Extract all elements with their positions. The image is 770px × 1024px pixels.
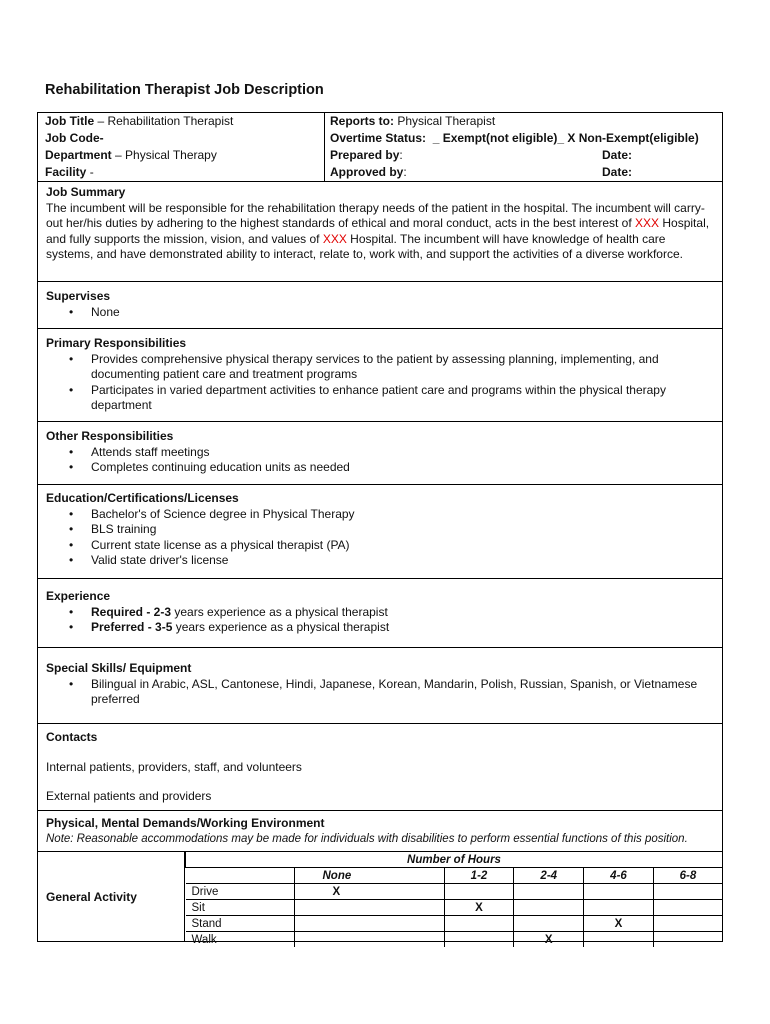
contacts-internal: Internal patients, providers, staff, and volunteers xyxy=(46,759,302,774)
prepared-by-label: Prepared by xyxy=(330,148,400,162)
list-item: • Preferred - 3-5 years experience as a physical therapist xyxy=(91,620,714,636)
job-title-label: Job Title xyxy=(45,114,95,128)
col-6-8: 6-8 xyxy=(653,868,722,884)
reports-to-value: Physical Therapist xyxy=(394,114,496,128)
other-heading: Other Responsibilities xyxy=(46,429,174,443)
job-code-label: Job Code xyxy=(45,131,100,145)
page-title: Rehabilitation Therapist Job Description xyxy=(45,82,324,98)
experience-section xyxy=(37,579,723,648)
other-responsibilities-section xyxy=(37,422,723,485)
table-row: Stand X xyxy=(186,916,723,932)
contacts-section xyxy=(37,724,723,811)
col-1-2: 1-2 xyxy=(444,868,514,884)
hours-table xyxy=(185,852,722,947)
list-item: • Bilingual in Arabic, ASL, Cantonese, Hindi, Japanese, Korean, Mandarin, Polish, Russian, Spanish, or Vietnamese preferred xyxy=(91,677,714,708)
approved-by-label: Approved by xyxy=(330,165,404,179)
activity-table xyxy=(37,852,723,946)
table-row: Walk X xyxy=(186,932,723,948)
supervises-section xyxy=(37,282,723,329)
facility-label: Facility xyxy=(45,165,87,179)
contacts-external: External patients and providers xyxy=(46,789,212,803)
physical-note: Note: Reasonable accommodations may be made for individuals with disabilities to perform essential functions of this position. xyxy=(46,832,688,845)
department-label: Department xyxy=(45,148,112,162)
primary-heading: Primary Responsibilities xyxy=(46,336,187,350)
approved-by-value: : xyxy=(403,165,407,179)
col-2-4: 2-4 xyxy=(514,868,584,884)
list-item: • None xyxy=(91,305,714,321)
prepared-by-value: : xyxy=(399,148,403,162)
prepared-date-label: Date: xyxy=(601,148,632,162)
list-item: • Provides comprehensive physical therapy services to the patient by assessing planning, implementing, and documenting patient care and treatment programs xyxy=(91,352,714,383)
special-skills-section xyxy=(37,648,723,724)
general-activity-label: General Activity xyxy=(46,889,137,904)
job-summary-text: The incumbent will be responsible for the rehabilitation therapy needs of the patient in the hospital. The incumbent will carry-out her/his duties by adhering to the highest standards of ethical and moral conduct, acts in the best interest of XXX Hospital, and fully supports the mission, vision, and values of XXX Hospital. The incumbent will have knowledge of health care systems, and have demonstrated ability to interact, relate to, work with, and support the activities of a diverse workforce. xyxy=(46,200,710,261)
education-section xyxy=(37,485,723,579)
reports-to-label: Reports to: xyxy=(330,114,394,128)
list-item: • Bachelor's of Science degree in Physical Therapy xyxy=(91,507,714,523)
list-item: • Attends staff meetings xyxy=(91,445,714,461)
overtime-status: Overtime Status: _ Exempt(not eligible)_ X Non-Exempt(eligible) xyxy=(330,131,699,145)
facility-value: - xyxy=(86,165,94,179)
physical-heading: Physical, Mental Demands/Working Environment xyxy=(46,816,325,830)
list-item: • Participates in varied department activities to enhance patient care and programs within the physical therapy department xyxy=(91,383,714,414)
physical-demands-section xyxy=(37,811,723,852)
supervises-heading: Supervises xyxy=(46,289,111,303)
job-summary-heading: Job Summary xyxy=(46,185,126,199)
contacts-heading: Contacts xyxy=(46,730,98,744)
list-item: • Valid state driver's license xyxy=(91,553,714,569)
list-item: • BLS training xyxy=(91,522,714,538)
list-item: • Completes continuing education units as needed xyxy=(91,460,714,476)
header-table xyxy=(37,112,723,182)
skills-heading: Special Skills/ Equipment xyxy=(46,661,192,675)
list-item: • Current state license as a physical therapist (PA) xyxy=(91,538,714,554)
job-code-value: - xyxy=(99,131,104,145)
list-item: • Required - 2-3 years experience as a physical therapist xyxy=(91,605,714,621)
hours-heading: Number of Hours xyxy=(186,852,723,868)
department-value: – Physical Therapy xyxy=(111,148,217,162)
approved-date-label: Date: xyxy=(601,165,632,179)
table-row: Drive X xyxy=(186,884,723,900)
job-title-value: – Rehabilitation Therapist xyxy=(94,114,234,128)
col-none: None xyxy=(294,868,444,884)
primary-responsibilities-section xyxy=(37,329,723,422)
col-4-6: 4-6 xyxy=(584,868,654,884)
table-row: Sit X xyxy=(186,900,723,916)
experience-heading: Experience xyxy=(46,589,111,603)
job-summary-section xyxy=(37,181,723,282)
education-heading: Education/Certifications/Licenses xyxy=(46,491,239,505)
